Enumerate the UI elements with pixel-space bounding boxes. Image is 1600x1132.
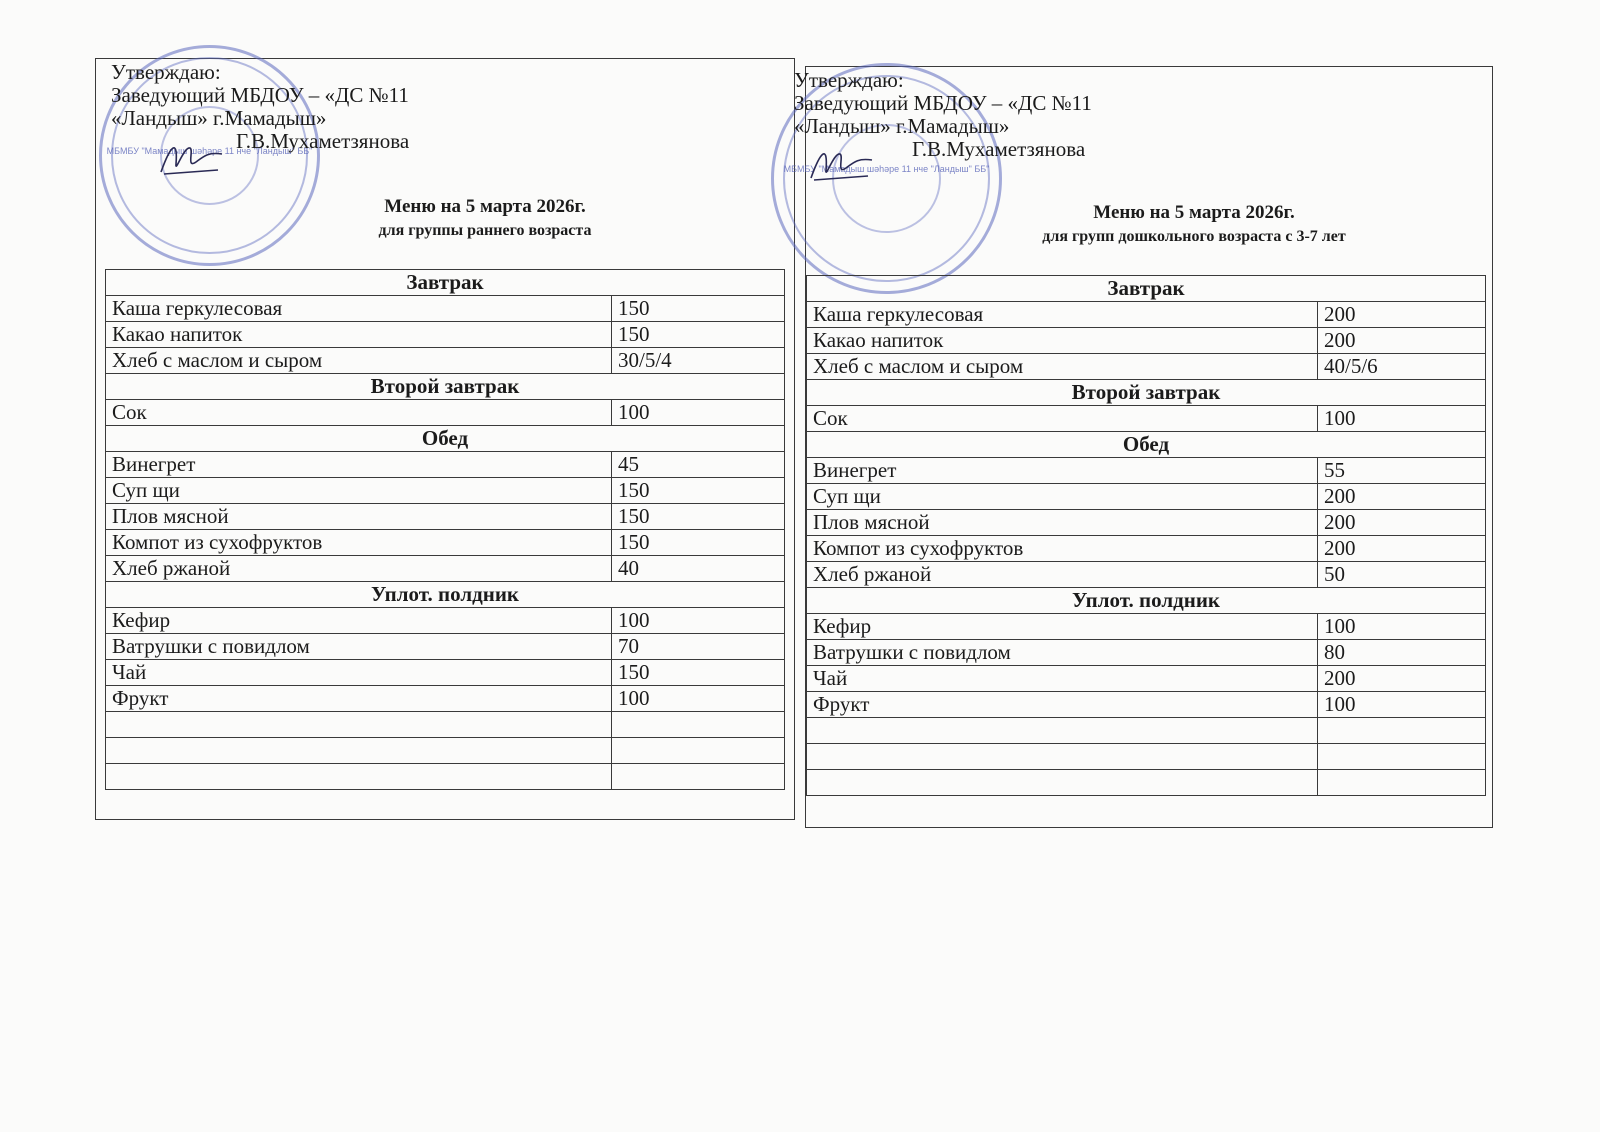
dish-quantity: 100 bbox=[1318, 406, 1486, 432]
stamp-text: МБМБУ "Мамадыш шәһәре 11 нче "Ландыш" ББ" bbox=[106, 146, 313, 156]
approval-institution: «Ландыш» г.Мамадыш» bbox=[111, 106, 327, 130]
dish-name: Каша геркулесовая bbox=[807, 302, 1318, 328]
empty-cell bbox=[807, 770, 1318, 796]
dish-name: Компот из сухофруктов bbox=[807, 536, 1318, 562]
table-row bbox=[807, 406, 1486, 432]
menu-panel-early-age bbox=[95, 58, 795, 820]
dish-name: Хлеб ржаной bbox=[807, 562, 1318, 588]
dish-name: Суп щи bbox=[807, 484, 1318, 510]
stamp-text: МБМБУ "Мамадыш шәһәре 11 нче "Ландыш" ББ" bbox=[783, 164, 990, 174]
dish-quantity: 150 bbox=[612, 478, 785, 504]
director-name: Г.В.Мухаметзянова bbox=[912, 137, 1086, 161]
empty-cell bbox=[612, 738, 785, 764]
section-heading: Завтрак bbox=[106, 270, 785, 296]
dish-name: Компот из сухофруктов bbox=[106, 530, 612, 556]
section-heading: Обед bbox=[807, 432, 1486, 458]
section-heading: Второй завтрак bbox=[807, 380, 1486, 406]
approval-institution: «Ландыш» г.Мамадыш» bbox=[794, 114, 1010, 138]
empty-cell bbox=[807, 744, 1318, 770]
section-row bbox=[807, 432, 1486, 458]
empty-cell bbox=[106, 764, 612, 790]
menu-table bbox=[806, 275, 1486, 796]
table-row bbox=[807, 666, 1486, 692]
menu-group: для группы раннего возраста bbox=[378, 222, 592, 239]
menu-panel-preschool-age bbox=[783, 66, 1493, 828]
table-row bbox=[807, 354, 1486, 380]
dish-quantity: 30/5/4 bbox=[612, 348, 785, 374]
dish-quantity: 150 bbox=[612, 530, 785, 556]
empty-cell bbox=[106, 738, 612, 764]
dish-name: Хлеб с маслом и сыром bbox=[106, 348, 612, 374]
director-name: Г.В.Мухаметзянова bbox=[236, 129, 410, 153]
dish-name: Сок bbox=[106, 400, 612, 426]
table-row bbox=[106, 296, 785, 322]
table-row bbox=[807, 536, 1486, 562]
dish-name: Фрукт bbox=[106, 686, 612, 712]
dish-name: Ватрушки с повидлом bbox=[106, 634, 612, 660]
dish-quantity: 200 bbox=[1318, 510, 1486, 536]
empty-row bbox=[106, 712, 785, 738]
table-row bbox=[106, 504, 785, 530]
approval-heading: Утверждаю: bbox=[111, 60, 221, 84]
dish-name: Плов мясной bbox=[106, 504, 612, 530]
section-row bbox=[106, 582, 785, 608]
dish-name: Сок bbox=[807, 406, 1318, 432]
table-row bbox=[106, 686, 785, 712]
dish-name: Фрукт bbox=[807, 692, 1318, 718]
menu-date: Меню на 5 марта 2026г. bbox=[384, 196, 586, 217]
table-row bbox=[106, 322, 785, 348]
table-row bbox=[106, 478, 785, 504]
table-row bbox=[807, 458, 1486, 484]
table-row bbox=[807, 328, 1486, 354]
dish-quantity: 100 bbox=[612, 608, 785, 634]
section-row bbox=[807, 380, 1486, 406]
signature-icon bbox=[156, 134, 226, 179]
section-row bbox=[106, 374, 785, 400]
dish-name: Кефир bbox=[106, 608, 612, 634]
empty-row bbox=[807, 718, 1486, 744]
table-row bbox=[807, 510, 1486, 536]
table-row bbox=[106, 608, 785, 634]
dish-quantity: 70 bbox=[612, 634, 785, 660]
dish-name: Суп щи bbox=[106, 478, 612, 504]
dish-name: Каша геркулесовая bbox=[106, 296, 612, 322]
table-row bbox=[106, 452, 785, 478]
table-row bbox=[807, 484, 1486, 510]
empty-cell bbox=[1318, 744, 1486, 770]
dish-name: Винегрет bbox=[106, 452, 612, 478]
dish-quantity: 55 bbox=[1318, 458, 1486, 484]
table-row bbox=[807, 614, 1486, 640]
dish-quantity: 200 bbox=[1318, 328, 1486, 354]
dish-name: Чай bbox=[106, 660, 612, 686]
dish-name: Какао напиток bbox=[106, 322, 612, 348]
dish-quantity: 40/5/6 bbox=[1318, 354, 1486, 380]
empty-row bbox=[106, 738, 785, 764]
menu-table bbox=[105, 269, 785, 790]
section-row bbox=[807, 588, 1486, 614]
menu-title bbox=[96, 196, 794, 240]
dish-quantity: 100 bbox=[1318, 692, 1486, 718]
dish-name: Чай bbox=[807, 666, 1318, 692]
table-row bbox=[106, 400, 785, 426]
table-row bbox=[106, 348, 785, 374]
section-heading: Второй завтрак bbox=[106, 374, 785, 400]
empty-cell bbox=[612, 712, 785, 738]
dish-quantity: 150 bbox=[612, 660, 785, 686]
table-row bbox=[106, 556, 785, 582]
dish-quantity: 150 bbox=[612, 296, 785, 322]
approval-position: Заведующий МБДОУ – «ДС №11 bbox=[794, 91, 1092, 115]
dish-name: Ватрушки с повидлом bbox=[807, 640, 1318, 666]
table-row bbox=[106, 660, 785, 686]
table-row bbox=[807, 302, 1486, 328]
dish-quantity: 200 bbox=[1318, 666, 1486, 692]
dish-quantity: 200 bbox=[1318, 484, 1486, 510]
dish-quantity: 45 bbox=[612, 452, 785, 478]
dish-quantity: 80 bbox=[1318, 640, 1486, 666]
section-heading: Уплот. полдник bbox=[106, 582, 785, 608]
dish-quantity: 150 bbox=[612, 504, 785, 530]
section-row bbox=[807, 276, 1486, 302]
dish-quantity: 200 bbox=[1318, 536, 1486, 562]
menu-title bbox=[806, 202, 1492, 246]
empty-row bbox=[106, 764, 785, 790]
section-heading: Обед bbox=[106, 426, 785, 452]
empty-cell bbox=[1318, 770, 1486, 796]
dish-quantity: 40 bbox=[612, 556, 785, 582]
table-row bbox=[106, 634, 785, 660]
table-row bbox=[807, 640, 1486, 666]
dish-quantity: 200 bbox=[1318, 302, 1486, 328]
empty-row bbox=[807, 770, 1486, 796]
menu-date: Меню на 5 марта 2026г. bbox=[1093, 202, 1295, 223]
empty-cell bbox=[612, 764, 785, 790]
section-heading: Завтрак bbox=[807, 276, 1486, 302]
empty-cell bbox=[807, 718, 1318, 744]
dish-quantity: 100 bbox=[612, 400, 785, 426]
dish-quantity: 100 bbox=[612, 686, 785, 712]
section-row bbox=[106, 426, 785, 452]
approval-position: Заведующий МБДОУ – «ДС №11 bbox=[111, 83, 409, 107]
dish-name: Хлеб ржаной bbox=[106, 556, 612, 582]
dish-quantity: 100 bbox=[1318, 614, 1486, 640]
table-row bbox=[106, 530, 785, 556]
table-row bbox=[807, 562, 1486, 588]
empty-cell bbox=[1318, 718, 1486, 744]
menu-group: для групп дошкольного возраста с 3-7 лет bbox=[1042, 228, 1346, 245]
section-row bbox=[106, 270, 785, 296]
dish-name: Плов мясной bbox=[807, 510, 1318, 536]
dish-name: Хлеб с маслом и сыром bbox=[807, 354, 1318, 380]
table-row bbox=[807, 692, 1486, 718]
section-heading: Уплот. полдник bbox=[807, 588, 1486, 614]
dish-name: Винегрет bbox=[807, 458, 1318, 484]
signature-icon bbox=[806, 140, 876, 185]
dish-name: Какао напиток bbox=[807, 328, 1318, 354]
dish-name: Кефир bbox=[807, 614, 1318, 640]
approval-heading: Утверждаю: bbox=[794, 68, 904, 92]
empty-cell bbox=[106, 712, 612, 738]
empty-row bbox=[807, 744, 1486, 770]
dish-quantity: 50 bbox=[1318, 562, 1486, 588]
dish-quantity: 150 bbox=[612, 322, 785, 348]
